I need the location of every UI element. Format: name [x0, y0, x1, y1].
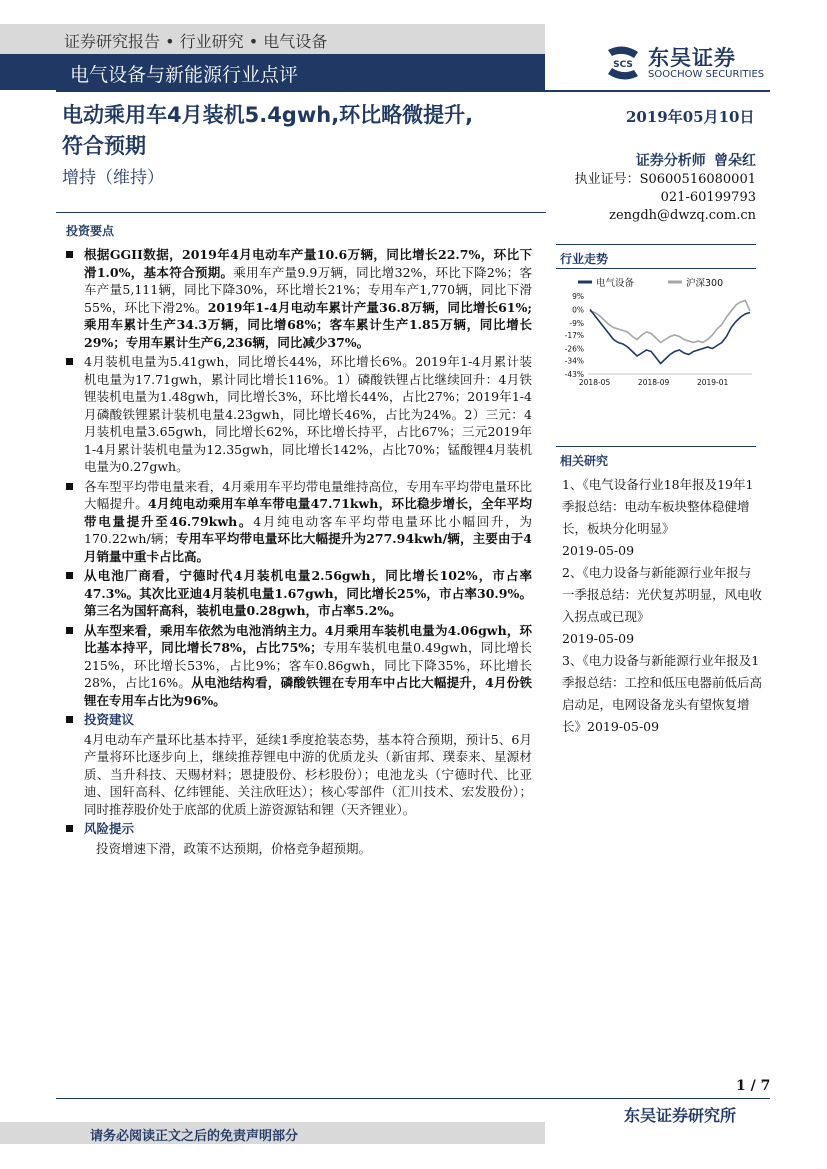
logo-mark-icon: [604, 44, 642, 82]
bullet-icon: [66, 251, 73, 258]
highlight-para-3: 各车型平均带电量来看，4月乘用车平均带电量维持高位，专用车平均带电量环比大幅提升。4月纯电动乘用车单车带电量47.71kwh，环比稳步增长，全年平均带电量提升至46.79kwh。4月纯电动客车平均带电量环比小幅回升，为170.22wh/辆；专用车平均带电量环比大幅提升为277.94kwh/辆，主要由于4月销量中重卡占比高。: [64, 478, 532, 566]
x-tick-label: 2019-01: [696, 378, 729, 387]
y-tick-label: -26%: [564, 344, 584, 354]
footer-rule: [56, 1098, 770, 1099]
report-title: [62, 100, 582, 162]
trend-rule: [556, 244, 756, 245]
bullet-icon: [66, 825, 73, 832]
y-tick-label: -17%: [564, 331, 584, 340]
risk-heading: 风险提示: [64, 820, 532, 838]
related-item-2-date: 2019-05-09: [562, 631, 635, 646]
analyst-phone: 021-60199793: [660, 190, 756, 205]
bullet-icon: [66, 627, 73, 634]
invest-advice-text: 4月电动车产量环比基本持平，延续1季度抢装态势，基本符合预期，预计5、6月产量将环比逐步向上，继续推荐锂电中游的优质龙头（新宙邦、璞泰来、星源材质、当升科技、天赐材料；恩捷股份、杉杉股份）；电池龙头（宁德时代、比亚迪、国轩高科、亿纬锂能、关注欣旺达）；核心零部件（汇川技术、宏发股份）；同时推荐股价处于底部的优质上游资源钴和锂（天齐锂业）。: [84, 731, 532, 817]
y-tick-label: 9%: [572, 292, 584, 301]
bullet-icon: [66, 716, 73, 723]
bullet-icon: [66, 358, 73, 365]
company-logo: [604, 42, 774, 86]
trend-chart: [556, 272, 760, 392]
highlight-para-2: 4月装机电量为5.41gwh，同比增长44%，环比增长6%。2019年1-4月累计装机电量为17.71gwh，累计同比增长116%。1）磷酸铁锂占比继续回升：4月铁锂装机电量为1.48gwh，同比增长3%，环比增长44%，占比27%；2019年1-4月磷酸铁锂累计装机电量4.23gwh，同比增长46%，占比为24%。2）三元：4月装机电量3.65gwh，同比增长62%，环比增长持平，占比67%；三元2019年1-4月累计装机电量为12.35gwh，同比增长142%，占比70%；锰酸锂4月装机电量为0.27gwh。: [64, 353, 532, 476]
breadcrumb-bar: [0, 24, 545, 54]
trend-rule-bottom: [556, 268, 756, 269]
highlight-para-1: 根据GGII数据，2019年4月电动车产量10.6万辆，同比增长22.7%，环比下滑1.0%，基本符合预期。乘用车产量9.9万辆，同比增32%，环比下降2%；客车产量5,111辆，同比下降30%，环比增长21%；专用车产1,770辆，同比下滑55%，环比下滑2%。2019年1-4月电动车累计产量36.8万辆，同比增长61%;乘用车累计生产34.3万辆，同比增68%；客车累计生产1.85万辆，同比增长29%；专用车累计生产6,236辆，同比减少37%。: [64, 246, 532, 351]
analyst-email[interactable]: zengdh@dwzq.com.cn: [609, 208, 756, 223]
bullet-icon: [66, 572, 73, 579]
logo-mark-text: SCS: [613, 60, 633, 70]
rating: 增持（维持）: [62, 168, 164, 188]
highlights-label: 投资要点: [66, 224, 115, 238]
banner-bar: [0, 54, 545, 90]
related-rule: [556, 446, 756, 447]
footer-institute: 东吴证券研究所: [624, 1106, 737, 1125]
y-tick-label: -34%: [564, 356, 584, 366]
related-item-3[interactable]: 3、《电力设备与新能源行业年报及1季报总结：工控和低压电器前低后高启动足，电网设备龙头有望恢复增长》2019-05-09: [562, 653, 763, 734]
analyst-label: 证券分析师: [635, 153, 706, 169]
invest-advice-heading: 投资建议: [64, 711, 532, 729]
report-date: 2019年05月10日: [626, 108, 755, 126]
y-tick-label: 0%: [572, 305, 584, 315]
report-title-line1: 电动乘用车4月装机5.4gwh,环比略微提升,: [62, 103, 474, 127]
breadcrumb: 证券研究报告 • 行业研究 • 电气设备: [64, 32, 328, 51]
analyst-cert: 执业证号：S0600516080001: [574, 172, 756, 187]
trend-label: 行业走势: [560, 252, 609, 266]
highlights-body: [64, 246, 532, 859]
x-tick-label: 2018-05: [578, 378, 611, 387]
y-tick-label: -43%: [564, 370, 584, 379]
page-number: 1 / 7: [736, 1078, 771, 1094]
logo-name-en: SOOCHOW SECURITIES: [648, 69, 765, 80]
report-title-line2: 符合预期: [62, 134, 146, 158]
risk-text: 投资增速下滑，政策不达预期，价格竞争超预期。: [96, 840, 372, 856]
related-item-2[interactable]: 2、《电力设备与新能源行业年报与一季报总结：光伏复苏明显，风电收入拐点或已现》: [562, 565, 763, 624]
related-label: 相关研究: [560, 454, 609, 468]
highlight-para-5: 从车型来看，乘用车依然为电池消纳主力。4月乘用车装机电量为4.06gwh，环比基本持平，同比增长78%，占比75%；专用车装机电量0.49gwh，同比增长215%，环比增长53%，占比9%；客车0.86gwh，同比下降35%，环比增长28%，占比16%。从电池结构看，磷酸铁锂在专用车中占比大幅提升，4月份铁锂在专用车占比为96%。: [64, 622, 532, 710]
legend-label-a: 电气设备: [596, 278, 635, 289]
disclaimer-text: 请务必阅读正文之后的免责声明部分: [90, 1129, 299, 1144]
related-item-1[interactable]: 1、《电气设备行业18年报及19年1季报总结：电动车板块整体稳健增长，板块分化明显》: [562, 477, 754, 536]
header-rule: [56, 90, 770, 92]
highlight-para-4: 从电池厂商看，宁德时代4月装机电量2.56gwh，同比增长102%，市占率47.3%。其次比亚迪4月装机电量1.67gwh，同比增长25%，市占率30.9%。第三名为国轩高科，装机电量0.28gwh，市占率5.2%。: [64, 567, 532, 620]
analyst-name: 曾朵红: [714, 153, 756, 169]
banner-title: 电气设备与新能源行业点评: [70, 64, 299, 86]
bullet-icon: [66, 483, 73, 490]
related-item-1-date: 2019-05-09: [562, 543, 635, 558]
legend-label-b: 沪深300: [686, 278, 724, 289]
x-tick-label: 2018-09: [637, 378, 670, 387]
related-item-3-date: 2019-05-09: [587, 719, 660, 734]
logo-name-cn: 东吴证券: [648, 46, 736, 70]
y-tick-label: -9%: [569, 319, 584, 328]
related-list: [562, 474, 762, 738]
disclaimer-bar: [0, 1122, 545, 1144]
section-rule: [56, 212, 546, 213]
analyst-block: [560, 152, 756, 225]
